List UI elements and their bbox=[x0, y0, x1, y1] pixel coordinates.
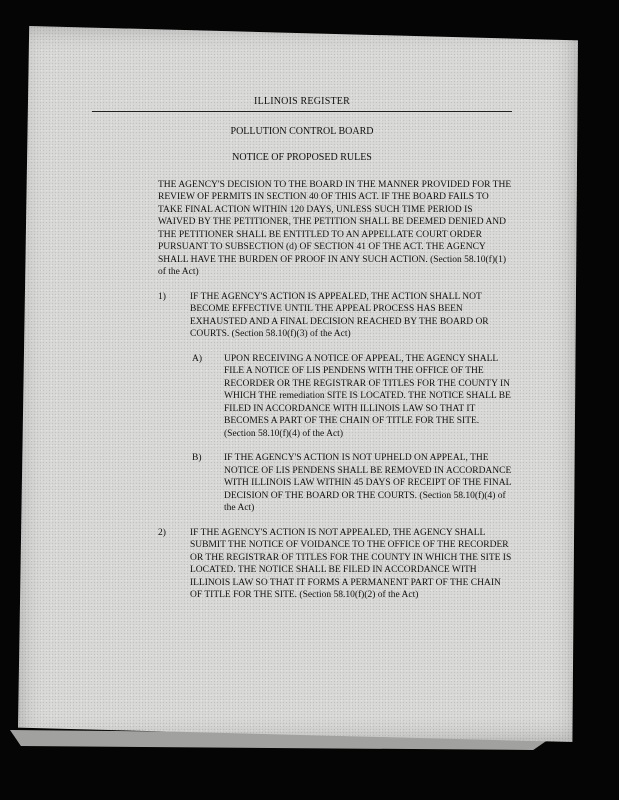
list-item-1b-text: IF THE AGENCY'S ACTION IS NOT UPHELD ON APPEAL, THE NOTICE OF LIS PENDENS SHALL BE REMOVED IN ACCORDANCE WITH ILLINOIS LAW WITHIN 45 DAYS OF RECEIPT OF THE FINAL DECISION OF THE BOARD OR THE COURTS. (Section 58.10(f)(4) of the Act) bbox=[224, 453, 512, 513]
board-title: POLLUTION CONTROL BOARD bbox=[230, 125, 374, 137]
list-item-2 bbox=[158, 527, 512, 602]
list-item-1-text: IF THE AGENCY'S ACTION IS APPEALED, THE ACTION SHALL NOT BECOME EFFECTIVE UNTIL THE APPEAL PROCESS HAS BEEN EXHAUSTED AND A FINAL DECISION REACHED BY THE BOARD OR COURTS. (Section 58.10(f)(3) of the Act) bbox=[190, 291, 489, 339]
intro-paragraph: THE AGENCY'S DECISION TO THE BOARD IN THE MANNER PROVIDED FOR THE REVIEW OF PERMITS IN SECTION 40 OF THIS ACT. IF THE BOARD FAILS TO TAKE FINAL ACTION WITHIN 120 DAYS, UNLESS SUCH TIME PERIOD IS WAIVED BY THE PETITIONER, THE PETITION SHALL BE DEEMED DENIED AND THE PETITIONER SHALL BE ENTITLED TO AN APPELLATE COURT ORDER PURSUANT TO SUBSECTION (d) OF SECTION 41 OF THE ACT. THE AGENCY SHALL HAVE THE BURDEN OF PROOF IN ANY SUCH ACTION. (Section 58.10(f)(1) of the Act) bbox=[158, 179, 512, 277]
list-item-1a-number: A) bbox=[192, 353, 203, 364]
list-item-2-number: 2) bbox=[158, 527, 166, 538]
list-item-1a bbox=[192, 353, 512, 441]
list-item-1a-text: UPON RECEIVING A NOTICE OF APPEAL, THE AGENCY SHALL FILE A NOTICE OF LIS PENDENS WITH THE OFFICE OF THE RECORDER OR THE REGISTRAR OF TITLES FOR THE COUNTY IN WHICH THE remediation SITE IS LOCATED. THE NOTICE SHALL BE FILED IN ACCORDANCE WITH ILLINOIS LAW SO THAT IT BECOMES A PART OF THE CHAIN OF TITLE FOR THE SITE. (Section 58.10(f)(4) of the Act) bbox=[224, 353, 511, 439]
notice-title: NOTICE OF PROPOSED RULES bbox=[232, 152, 372, 163]
list-item-1b bbox=[192, 452, 512, 515]
register-title: ILLINOIS REGISTER bbox=[92, 96, 512, 112]
list-item-1-number: 1) bbox=[158, 291, 166, 302]
list-item-1 bbox=[158, 291, 512, 341]
document-content bbox=[92, 96, 512, 614]
list-item-1b-number: B) bbox=[192, 453, 202, 463]
list-item-2-text: IF THE AGENCY'S ACTION IS NOT APPEALED, THE AGENCY SHALL SUBMIT THE NOTICE OF VOIDANCE TO THE OFFICE OF THE RECORDER OR THE REGISTRAR OF TITLES FOR THE COUNTY IN WHICH THE SITE IS LOCATED. THE NOTICE SHALL BE FILED IN ACCORDANCE WITH ILLINOIS LAW SO THAT IT FORMS A PERMANENT PART OF THE CHAIN OF TITLE FOR THE SITE. (Section 58.10(f)(2) of the Act) bbox=[190, 527, 512, 600]
